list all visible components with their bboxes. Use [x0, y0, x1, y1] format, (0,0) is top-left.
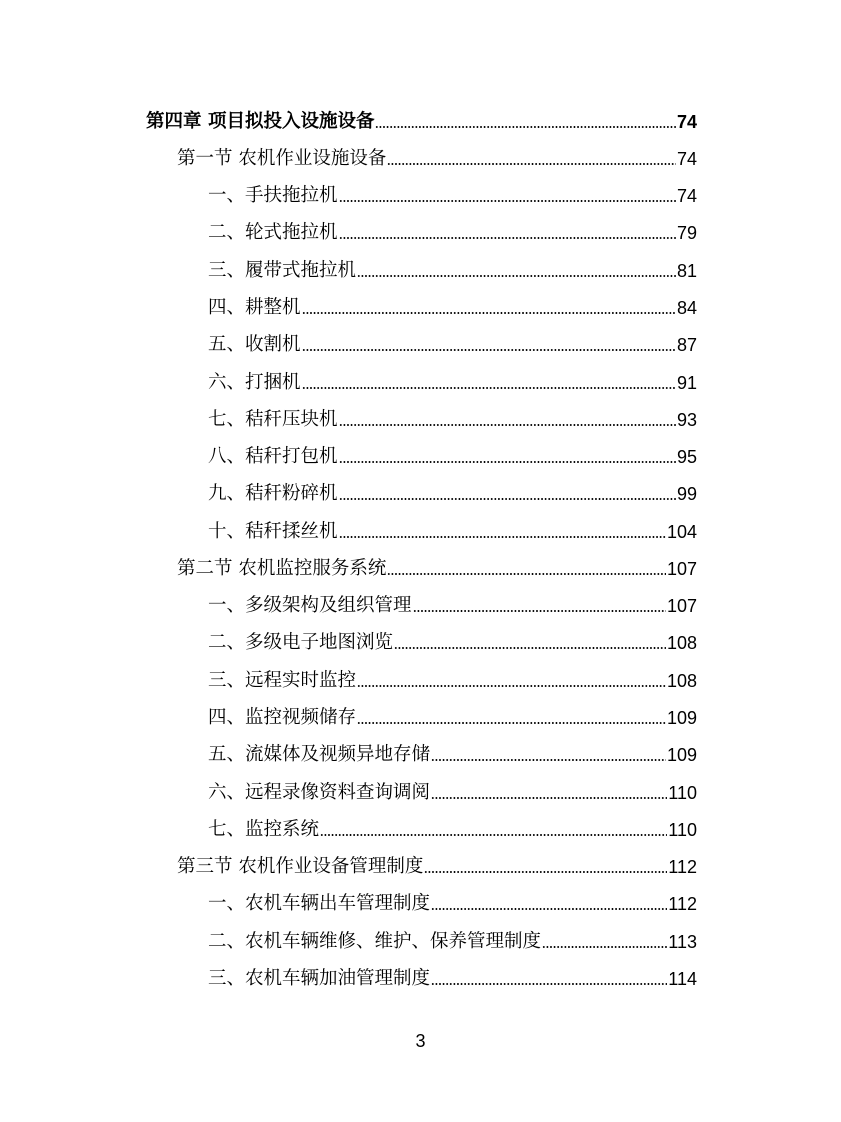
toc-entry-title: 三、远程实时监控	[208, 670, 357, 691]
toc-entry[interactable]	[208, 178, 697, 208]
toc-entry-page: 109	[666, 745, 697, 765]
toc-dot-leader	[339, 236, 676, 240]
toc-dot-leader	[302, 386, 676, 390]
toc-entry-page: 112	[668, 857, 697, 877]
toc-entry[interactable]	[208, 775, 697, 805]
toc-entry[interactable]	[146, 104, 697, 134]
toc-entry[interactable]	[208, 253, 697, 283]
toc-entry-page: 107	[666, 559, 697, 579]
toc-dot-leader	[431, 758, 666, 762]
toc-entry-title: 一、多级架构及组织管理	[208, 595, 412, 616]
toc-dot-leader	[302, 348, 676, 352]
toc-entry-page: 74	[676, 186, 697, 206]
toc-entry-title: 第四章 项目拟投入设施设备	[146, 111, 375, 132]
toc-entry-title: 六、打捆机	[208, 372, 301, 393]
toc-entry-page: 79	[676, 223, 697, 243]
toc-entry-page: 74	[676, 149, 697, 169]
toc-dot-leader	[387, 162, 676, 166]
toc-dot-leader	[357, 274, 676, 278]
toc-entry[interactable]	[208, 327, 697, 357]
page-number: 3	[415, 1031, 426, 1051]
toc-entry[interactable]	[177, 551, 697, 581]
toc-entry[interactable]	[208, 961, 697, 991]
toc-entry-title: 二、多级电子地图浏览	[208, 632, 394, 653]
toc-entry-title: 第二节 农机监控服务系统	[177, 558, 387, 579]
toc-entry[interactable]	[208, 812, 697, 842]
toc-entry[interactable]	[177, 141, 697, 171]
toc-entry-title: 二、农机车辆维修、维护、保养管理制度	[208, 931, 542, 952]
toc-entry-page: 93	[676, 410, 697, 430]
toc-entry-title: 八、秸秆打包机	[208, 446, 338, 467]
toc-entry[interactable]	[208, 439, 697, 469]
toc-entry-page: 108	[666, 671, 697, 691]
toc-dot-leader	[387, 572, 666, 576]
toc-dot-leader	[431, 982, 667, 986]
toc-dot-leader	[394, 646, 666, 650]
toc-entry-title: 九、秸秆粉碎机	[208, 483, 338, 504]
toc-entry-title: 五、流媒体及视频异地存储	[208, 744, 431, 765]
toc-entry[interactable]	[208, 588, 697, 618]
toc-entry-title: 一、手扶拖拉机	[208, 185, 338, 206]
toc-entry-page: 74	[676, 112, 697, 132]
toc-dot-leader	[431, 796, 667, 800]
toc-entry-page: 114	[668, 969, 697, 989]
toc-dot-leader	[375, 125, 676, 129]
toc-entry-page: 81	[676, 261, 697, 281]
toc-entry-page: 95	[676, 447, 697, 467]
toc-entry-title: 四、监控视频储存	[208, 707, 357, 728]
toc-dot-leader	[424, 870, 667, 874]
toc-entry-page: 107	[666, 596, 697, 616]
toc-dot-leader	[357, 684, 666, 688]
toc-entry-title: 七、监控系统	[208, 819, 320, 840]
toc-entry-page: 110	[668, 783, 697, 803]
toc-entry-page: 84	[676, 298, 697, 318]
toc-entry-page: 104	[666, 522, 697, 542]
toc-entry[interactable]	[208, 514, 697, 544]
toc-entry-page: 109	[666, 708, 697, 728]
toc-entry-title: 十、秸秆揉丝机	[208, 521, 338, 542]
toc-entry-page: 99	[676, 484, 697, 504]
toc-dot-leader	[302, 311, 676, 315]
toc-entry-page: 110	[668, 820, 697, 840]
toc-dot-leader	[339, 497, 676, 501]
toc-entry[interactable]	[208, 215, 697, 245]
toc-entry-title: 二、轮式拖拉机	[208, 222, 338, 243]
toc-entry[interactable]	[208, 700, 697, 730]
toc-entry-page: 91	[676, 373, 697, 393]
toc-entry[interactable]	[208, 886, 697, 916]
toc-dot-leader	[339, 460, 676, 464]
toc-entry-page: 108	[666, 633, 697, 653]
toc-entry-title: 三、农机车辆加油管理制度	[208, 968, 431, 989]
toc-entry-title: 第一节 农机作业设施设备	[177, 148, 387, 169]
toc-entry[interactable]	[208, 663, 697, 693]
toc-entry-title: 五、收割机	[208, 334, 301, 355]
toc-dot-leader	[357, 721, 666, 725]
toc-dot-leader	[320, 833, 667, 837]
toc-dot-leader	[542, 945, 667, 949]
toc-entry-title: 第三节 农机作业设备管理制度	[177, 856, 424, 877]
toc-dot-leader	[339, 423, 676, 427]
toc-dot-leader	[413, 609, 666, 613]
toc-entry[interactable]	[208, 365, 697, 395]
toc-entry-title: 四、耕整机	[208, 297, 301, 318]
toc-entry[interactable]	[208, 625, 697, 655]
toc-entry[interactable]	[208, 402, 697, 432]
toc-entry-page: 112	[668, 894, 697, 914]
toc-entry-title: 一、农机车辆出车管理制度	[208, 893, 431, 914]
toc-entry-title: 三、履带式拖拉机	[208, 260, 357, 281]
toc-entry[interactable]	[208, 924, 697, 954]
toc-entry-page: 87	[676, 335, 697, 355]
toc-entry[interactable]	[177, 849, 697, 879]
toc-entry-page: 113	[668, 932, 697, 952]
toc-dot-leader	[431, 907, 667, 911]
toc-dot-leader	[339, 535, 666, 539]
toc-dot-leader	[339, 199, 676, 203]
toc-entry[interactable]	[208, 290, 697, 320]
toc-entry[interactable]	[208, 737, 697, 767]
toc-entry[interactable]	[208, 476, 697, 506]
toc-entry-title: 六、远程录像资料查询调阅	[208, 782, 431, 803]
toc-entry-title: 七、秸秆压块机	[208, 409, 338, 430]
